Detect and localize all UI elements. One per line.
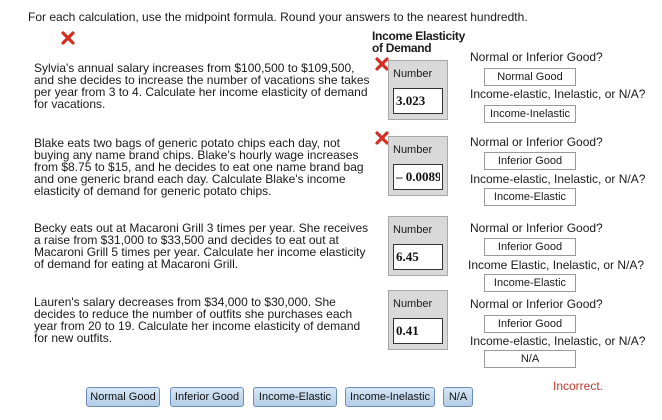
elasticity-input-2[interactable] — [393, 164, 443, 190]
good-type-question-2: Normal or Inferior Good? — [470, 135, 603, 149]
elasticity-header-line2: of Demand — [372, 41, 432, 55]
elasticity-question-4: Income-elastic, Inelastic, or N/A? — [470, 334, 646, 348]
elasticity-drop-1[interactable]: Income-Inelastic — [484, 105, 576, 123]
number-label: Number — [393, 144, 433, 156]
number-label: Number — [393, 68, 433, 80]
tile-income-elastic[interactable]: Income-Elastic — [253, 387, 337, 407]
instructions: For each calculation, use the midpoint formula. Round your answers to the nearest hundredth. — [28, 10, 528, 24]
good-type-question-1: Normal or Inferior Good? — [470, 50, 603, 64]
elasticity-question-2: Income-elastic, Inelastic, or N/A? — [470, 172, 646, 186]
elasticity-question-1: Income-elastic, Inelastic, or N/A? — [470, 87, 646, 101]
problem-1-text: Sylvia's annual salary increases from $100,500 to $109,500, and she decides to increase the number of vacations she takes per year from 3 to 4. Calculate her income elasticity of demand for vacations. — [34, 61, 370, 111]
elasticity-answer-box-4 — [388, 290, 448, 350]
elasticity-header-line1: Income Elasticity — [372, 29, 465, 43]
good-type-drop-2[interactable]: Inferior Good — [484, 152, 576, 170]
elasticity-answer-box-3 — [388, 216, 448, 276]
problem-3-text: Becky eats out at Macaroni Grill 3 times per year. She receives a raise from $31,000 to $33,500 and decides to eat out at Macaroni Grill 5 times per year. Calculate her income elasticity of demand for eating at Macaroni Grill. — [34, 221, 369, 271]
problem-2-text: Blake eats two bags of generic potato chips each day, not buying any name brand chips. Blake's hourly wage increases from $8.75 to $15, and he decides to eat one name brand bag and one generic brand each day. Calculate Blake's income elasticity of demand for generic potato chips. — [34, 136, 364, 198]
good-type-drop-4[interactable]: Inferior Good — [484, 315, 576, 333]
elasticity-input-4[interactable] — [393, 318, 443, 344]
feedback-status: Incorrect. — [553, 379, 604, 393]
elasticity-drop-2[interactable]: Income-Elastic — [484, 188, 576, 206]
tile-income-inelastic[interactable]: Income-Inelastic — [345, 387, 435, 407]
elasticity-input-1[interactable] — [393, 88, 443, 114]
elasticity-drop-4[interactable]: N/A — [484, 350, 576, 368]
tile-na[interactable]: N/A — [443, 387, 473, 407]
elasticity-input-3[interactable] — [393, 244, 443, 270]
elasticity-drop-3[interactable]: Income-Elastic — [484, 274, 576, 292]
good-type-question-3: Normal or Inferior Good? — [470, 221, 603, 235]
tile-inferior-good[interactable]: Inferior Good — [170, 387, 244, 407]
number-label: Number — [393, 298, 433, 310]
good-type-question-4: Normal or Inferior Good? — [470, 297, 603, 311]
number-label: Number — [393, 224, 433, 236]
wrong-x-icon — [60, 30, 76, 46]
good-type-drop-3[interactable]: Inferior Good — [484, 238, 576, 256]
elasticity-question-3: Income Elastic, Inelastic, or N/A? — [468, 258, 645, 272]
elasticity-answer-box-1 — [388, 60, 448, 120]
good-type-drop-1[interactable]: Normal Good — [484, 68, 576, 86]
tile-normal-good[interactable]: Normal Good — [86, 387, 160, 407]
problem-4-text: Lauren's salary decreases from $34,000 to $30,000. She decides to reduce the number of outfits she purchases each year from 20 to 19. Calculate her income elasticity of demand for new outfits. — [34, 295, 361, 345]
elasticity-answer-box-2 — [388, 136, 448, 196]
elasticity-column-header — [372, 30, 465, 54]
